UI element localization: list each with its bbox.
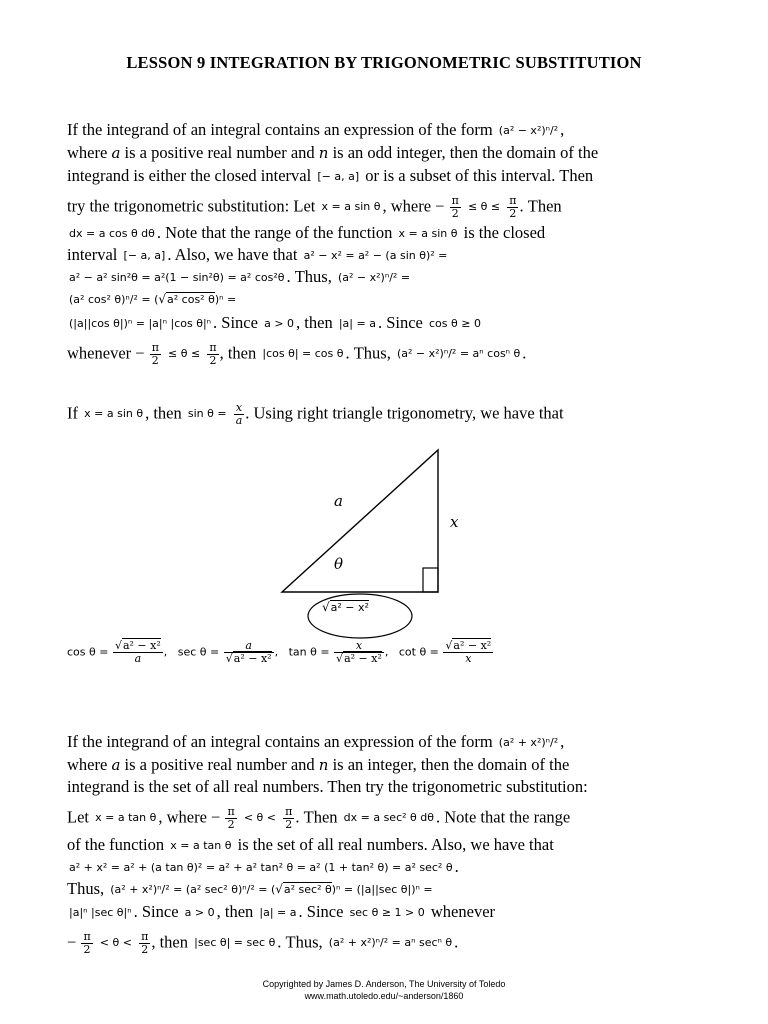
separator: , bbox=[384, 645, 389, 659]
numerator: π bbox=[285, 805, 293, 818]
math-expression bbox=[110, 883, 432, 896]
text: , then bbox=[216, 902, 254, 921]
radical-sign: √ bbox=[275, 882, 283, 896]
math-expression: (a² − x²)ⁿ/² = aⁿ cosⁿ θ bbox=[396, 347, 521, 361]
right-angle-marker bbox=[423, 568, 438, 592]
text: . Thus, bbox=[286, 267, 332, 286]
text: . Using right triangle trigonometry, we have that bbox=[245, 403, 564, 423]
numerator: π bbox=[227, 805, 235, 818]
denominator-var: a bbox=[235, 414, 243, 427]
expr-part: )ⁿ = (|a||sec θ|)ⁿ = bbox=[331, 883, 433, 896]
s3-line-1 bbox=[67, 732, 564, 753]
denominator: √a² − x² bbox=[336, 652, 382, 665]
text: . Thus, bbox=[277, 932, 323, 952]
text: . Note that the range bbox=[435, 807, 571, 827]
math-expression: (a² + x²)ⁿ/² = aⁿ secⁿ θ bbox=[328, 936, 453, 950]
expr-part: (a² + x²)ⁿ/² = (a² sec² θ)ⁿ/² = ( bbox=[110, 883, 276, 896]
fraction bbox=[207, 342, 218, 367]
variable-a: a bbox=[111, 756, 121, 774]
variable-a: a bbox=[111, 144, 121, 162]
denominator-var: x bbox=[465, 652, 472, 665]
text: , where − bbox=[382, 196, 445, 216]
math-expression: < θ < bbox=[99, 936, 132, 950]
math-expression: (a² + x²)ⁿ/² bbox=[498, 736, 559, 749]
numerator: √a² − x² bbox=[114, 639, 161, 652]
s1-line-5 bbox=[67, 223, 545, 244]
denominator: 2 bbox=[209, 354, 217, 367]
math-expression: a² − a² sin²θ = a²(1 − sin²θ) = a² cos²θ bbox=[69, 271, 285, 284]
text: . Since bbox=[298, 902, 344, 921]
math-expression: x = a sin θ bbox=[84, 407, 144, 421]
math-expression: [− a, a] bbox=[123, 249, 166, 262]
hypotenuse-label: a bbox=[334, 492, 343, 510]
s1-line-2 bbox=[67, 143, 598, 163]
math-expression: sec θ ≥ 1 > 0 bbox=[349, 906, 425, 919]
triangle-svg bbox=[270, 440, 470, 640]
fraction bbox=[450, 195, 461, 220]
cos-fraction bbox=[113, 640, 163, 665]
text: Thus, bbox=[67, 879, 105, 898]
s1-line-8 bbox=[67, 289, 238, 310]
s3-line-2 bbox=[67, 755, 569, 775]
text: , where − bbox=[158, 807, 221, 827]
text: or is a subset of this interval. Then bbox=[365, 166, 594, 185]
s1-line-1 bbox=[67, 120, 564, 141]
math-expression: |a| = a bbox=[259, 906, 297, 919]
text: whenever bbox=[430, 902, 496, 921]
fraction bbox=[507, 195, 518, 220]
math-expression: ≤ θ ≤ bbox=[467, 200, 501, 214]
s1-line-10 bbox=[67, 342, 526, 367]
right-triangle-figure bbox=[270, 440, 470, 645]
math-expression: |sec θ| = sec θ bbox=[194, 936, 276, 950]
text: . Since bbox=[377, 313, 423, 332]
radicand: a² − x² bbox=[344, 652, 382, 665]
text: − bbox=[67, 932, 77, 952]
denominator: 2 bbox=[151, 354, 159, 367]
math-expression: x = a tan θ bbox=[95, 811, 157, 825]
s3-line-5 bbox=[67, 835, 554, 856]
fraction bbox=[234, 402, 245, 427]
numerator: π bbox=[151, 341, 159, 354]
expr-part: )ⁿ = bbox=[214, 293, 237, 306]
text: If bbox=[67, 403, 78, 423]
text: , then bbox=[296, 313, 333, 332]
lesson-title: LESSON 9 INTEGRATION BY TRIGONOMETRIC SUBSTITUTION bbox=[126, 53, 642, 72]
variable-n: n bbox=[318, 756, 329, 774]
text: If the integrand of an integral contains an expression of the form bbox=[67, 732, 493, 751]
math-expression: |a| = a bbox=[338, 317, 376, 330]
s1-line-3 bbox=[67, 166, 593, 187]
radicand: a² − x² bbox=[330, 601, 369, 614]
math-expression: (a² − x²)ⁿ/² bbox=[498, 124, 559, 137]
radicand: a² cos² θ bbox=[167, 293, 215, 306]
text: . Since bbox=[133, 902, 179, 921]
separator: , bbox=[274, 645, 279, 659]
text: , then bbox=[145, 403, 182, 423]
denominator-var: a bbox=[134, 652, 142, 665]
text: . Since bbox=[213, 313, 258, 332]
numerator: π bbox=[209, 341, 217, 354]
text: , bbox=[560, 732, 565, 751]
denominator bbox=[234, 415, 245, 427]
text: interval bbox=[67, 245, 118, 264]
sec-fraction bbox=[224, 640, 274, 665]
text: is the set of all real numbers. Also, we have that bbox=[237, 835, 554, 854]
math-expression: (|a||cos θ|)ⁿ = |a|ⁿ |cos θ|ⁿ bbox=[69, 317, 212, 330]
variable-n: n bbox=[318, 144, 329, 162]
text: is an odd integer, then the domain of the bbox=[332, 143, 599, 162]
text: , then bbox=[219, 343, 257, 363]
radical-sign: √ bbox=[322, 600, 330, 614]
text: Let bbox=[67, 807, 89, 827]
s3-line-9 bbox=[67, 931, 458, 956]
text: whenever − bbox=[67, 343, 145, 363]
s3-line-3 bbox=[67, 777, 588, 797]
numerator: √a² − x² bbox=[445, 639, 492, 652]
s1-line-9 bbox=[67, 313, 483, 334]
adjacent-label bbox=[322, 600, 369, 614]
text: where bbox=[67, 755, 108, 774]
text: . bbox=[522, 343, 527, 363]
math-expression: x = a tan θ bbox=[170, 839, 232, 852]
denominator: 2 bbox=[83, 943, 91, 956]
text: . bbox=[454, 857, 459, 876]
text: of the function bbox=[67, 835, 165, 854]
fraction bbox=[283, 806, 294, 831]
radicand: a² − x² bbox=[233, 652, 272, 665]
s1-line-6 bbox=[67, 245, 449, 266]
math-expression: |a|ⁿ |sec θ|ⁿ bbox=[69, 906, 132, 919]
denominator: 2 bbox=[451, 207, 459, 220]
text: . bbox=[454, 932, 459, 952]
tan-fraction bbox=[334, 640, 384, 665]
math-expression: x = a sin θ bbox=[321, 200, 381, 214]
denominator: 2 bbox=[227, 818, 235, 831]
math-expression: sin θ = bbox=[187, 407, 227, 421]
text: . Then bbox=[295, 807, 338, 827]
denominator: 2 bbox=[285, 818, 293, 831]
math-expression: [− a, a] bbox=[317, 170, 360, 183]
sec-lhs: sec θ = bbox=[177, 645, 220, 659]
s1-line-7 bbox=[67, 267, 412, 288]
math-expression bbox=[69, 293, 236, 306]
cot-lhs: cot θ = bbox=[398, 645, 439, 659]
numerator-var: x bbox=[355, 639, 363, 652]
separator: , bbox=[163, 645, 168, 659]
text: , bbox=[560, 120, 565, 139]
text: . Note that the range of the function bbox=[156, 223, 393, 242]
fraction bbox=[150, 342, 161, 367]
text: . Thus, bbox=[345, 343, 391, 363]
text: is an integer, then the domain of the bbox=[332, 755, 570, 774]
denominator: √a² − x² bbox=[225, 652, 272, 665]
math-expression: dx = a sec² θ dθ bbox=[343, 811, 434, 825]
radicand: a² − x² bbox=[453, 639, 492, 652]
text: where bbox=[67, 143, 108, 162]
cos-lhs: cos θ = bbox=[67, 645, 109, 659]
math-expression: a² − x² = a² − (a sin θ)² = bbox=[303, 249, 448, 262]
s3-line-4 bbox=[67, 806, 570, 831]
radicand: a² − x² bbox=[122, 639, 161, 652]
s3-line-8 bbox=[67, 902, 495, 923]
text: is a positive real number and bbox=[124, 755, 315, 774]
url-line: www.math.utoledo.edu/~anderson/1860 bbox=[304, 991, 464, 1001]
radicand: a² sec² θ bbox=[283, 883, 332, 896]
s3-line-7 bbox=[67, 879, 435, 900]
text: integrand is either the closed interval bbox=[67, 166, 312, 185]
math-expression: a > 0 bbox=[264, 317, 295, 330]
text: . Also, we have that bbox=[167, 245, 298, 264]
denominator bbox=[113, 653, 163, 665]
denominator bbox=[443, 653, 493, 665]
math-expression: a² + x² = a² + (a tan θ)² = a² + a² tan² θ = a² (1 + tan² θ) = a² sec² θ bbox=[69, 861, 453, 874]
math-expression: < θ < bbox=[243, 811, 276, 825]
fraction bbox=[139, 931, 150, 956]
numerator: π bbox=[451, 194, 459, 207]
tan-lhs: tan θ = bbox=[288, 645, 330, 659]
copyright-line: Copyrighted by James D. Anderson, The University of Toledo bbox=[262, 979, 506, 989]
trig-ratios bbox=[67, 640, 494, 665]
numerator: π bbox=[83, 930, 91, 943]
math-expression: (a² − x²)ⁿ/² = bbox=[337, 271, 411, 284]
math-expression: a > 0 bbox=[184, 906, 215, 919]
math-expression: dx = a cos θ dθ bbox=[69, 227, 155, 240]
fraction bbox=[81, 931, 92, 956]
numerator-var: x bbox=[235, 401, 243, 414]
math-expression: |cos θ| = cos θ bbox=[262, 347, 344, 361]
numerator: π bbox=[509, 194, 517, 207]
fraction bbox=[225, 806, 236, 831]
expr-part: (a² cos² θ)ⁿ/² = ( bbox=[69, 293, 159, 306]
text: try the trigonometric substitution: Let bbox=[67, 196, 316, 216]
cot-fraction bbox=[443, 640, 493, 665]
text: integrand is the set of all real numbers. Then try the trigonometric substitution: bbox=[67, 777, 588, 796]
numerator: π bbox=[141, 930, 149, 943]
text: is a positive real number and bbox=[124, 143, 315, 162]
denominator: 2 bbox=[141, 943, 149, 956]
math-expression: ≤ θ ≤ bbox=[168, 347, 201, 361]
text: , then bbox=[151, 932, 188, 952]
math-expression: x = a sin θ bbox=[398, 227, 458, 240]
opposite-label: x bbox=[450, 513, 459, 531]
s3-line-6 bbox=[67, 857, 459, 878]
s1-line-4 bbox=[67, 195, 562, 220]
radical-sign: √ bbox=[158, 292, 167, 306]
triangle-shape bbox=[282, 450, 438, 592]
numerator-var: a bbox=[245, 639, 252, 652]
denominator: 2 bbox=[509, 207, 517, 220]
text: If the integrand of an integral contains an expression of the form bbox=[67, 120, 493, 139]
text: is the closed bbox=[463, 223, 546, 242]
math-expression: cos θ ≥ 0 bbox=[429, 317, 481, 330]
s2-line-1 bbox=[67, 402, 564, 427]
theta-label: θ bbox=[334, 555, 344, 573]
text: . Then bbox=[519, 196, 562, 216]
